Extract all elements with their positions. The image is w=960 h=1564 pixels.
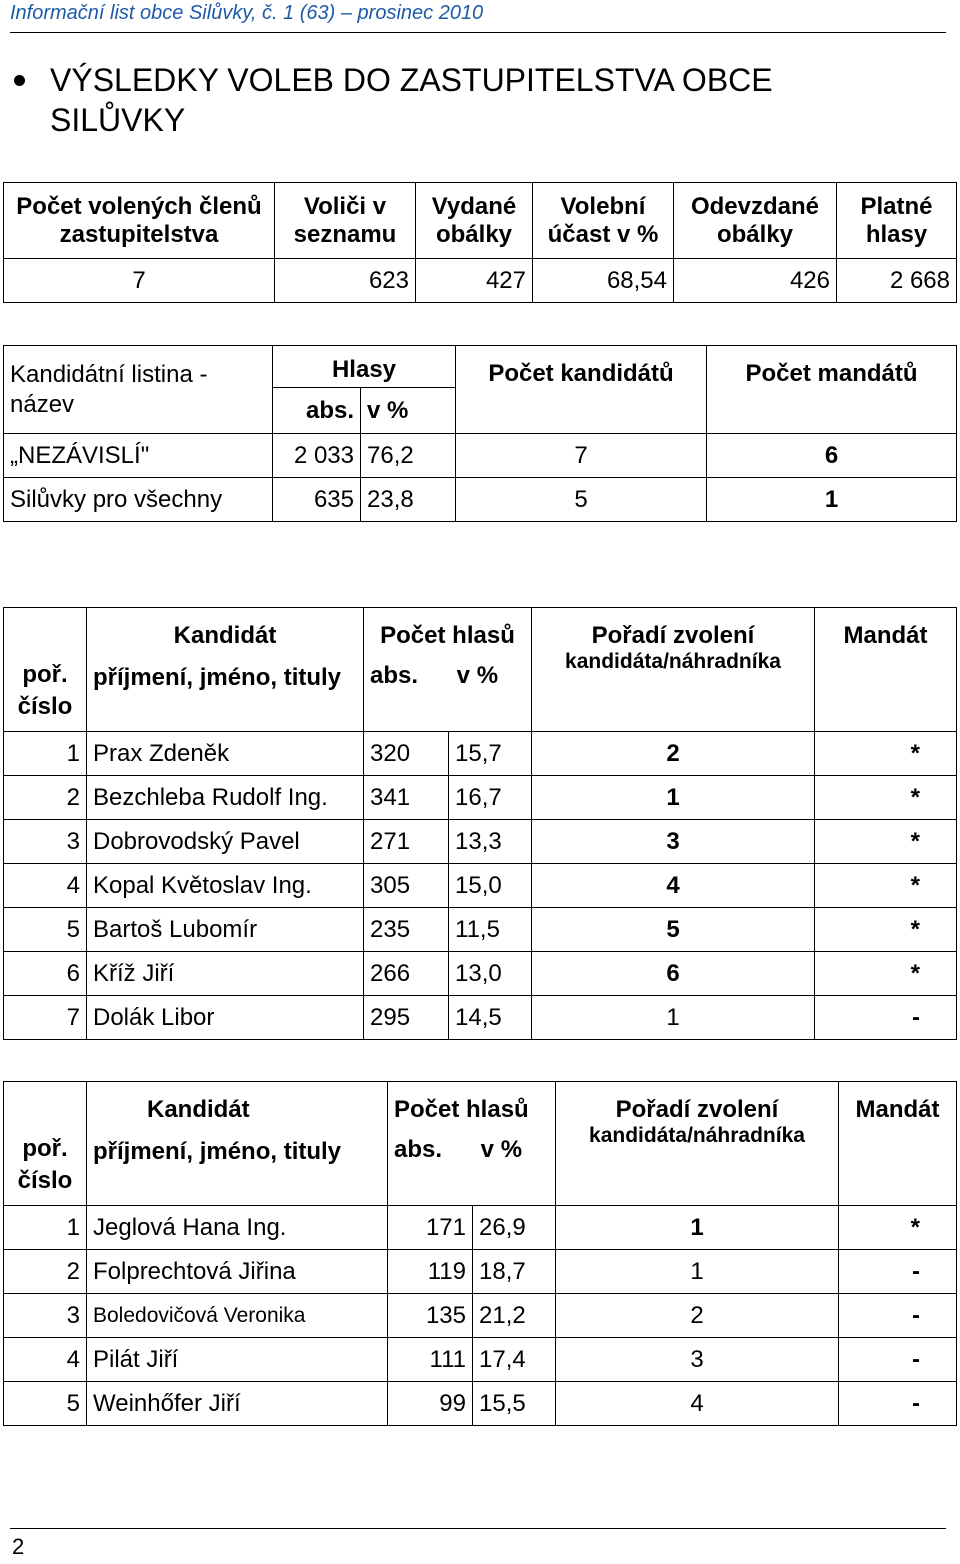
list-cands: 7 (456, 434, 707, 478)
candidates-table-2 (3, 1081, 957, 1426)
cand-mandate: - (839, 1294, 957, 1338)
cand-pct: 11,5 (449, 908, 532, 952)
table-row (4, 1250, 957, 1294)
cand-order: 6 (532, 952, 815, 996)
cand-num: 5 (4, 1382, 87, 1426)
table-row (4, 820, 957, 864)
summary-header: Platné hlasy (837, 183, 957, 259)
cand-name: Kopal Květoslav Ing. (87, 864, 364, 908)
table-row (4, 776, 957, 820)
cand-mandate: * (815, 820, 957, 864)
cand-header-votes: Počet hlasů (380, 622, 515, 649)
cand-name: Dolák Libor (87, 996, 364, 1040)
cand-order: 1 (532, 996, 815, 1040)
cand-header-order-sub: kandidáta/náhradníka (589, 1124, 805, 1147)
cand-mandate: * (815, 732, 957, 776)
cand-name: Boledovičová Veronika (87, 1294, 388, 1338)
summary-table (3, 182, 957, 303)
cand-header-cand-cell (87, 608, 364, 732)
cand-header-pct: v % (456, 662, 499, 689)
footer-rule (10, 1528, 946, 1529)
cand-pct: 18,7 (473, 1250, 556, 1294)
summary-value: 623 (275, 259, 416, 303)
table-row (4, 864, 957, 908)
table-row (4, 1294, 957, 1338)
cand-order: 5 (532, 908, 815, 952)
table-row (4, 908, 957, 952)
cand-header-mandate: Mandát (839, 1082, 957, 1206)
cand-header-num: poř. číslo (4, 1082, 87, 1206)
cand-pct: 15,0 (449, 864, 532, 908)
list-abs: 635 (273, 478, 361, 522)
cand-abs: 271 (364, 820, 449, 864)
lists-header-cands: Počet kandidátů (456, 346, 707, 434)
cand-num: 7 (4, 996, 87, 1040)
cand-mandate: * (815, 776, 957, 820)
cand-pct: 14,5 (449, 996, 532, 1040)
cand-order: 1 (556, 1250, 839, 1294)
cand-abs: 235 (364, 908, 449, 952)
cand-pct: 26,9 (473, 1206, 556, 1250)
cand-pct: 21,2 (473, 1294, 556, 1338)
cand-order: 2 (532, 732, 815, 776)
cand-mandate: * (839, 1206, 957, 1250)
cand-header-cand: Kandidát (147, 1096, 250, 1123)
list-pct: 23,8 (361, 478, 456, 522)
summary-value: 426 (674, 259, 837, 303)
table-row (4, 732, 957, 776)
cand-num: 4 (4, 1338, 87, 1382)
cand-mandate: * (815, 864, 957, 908)
table-row (4, 1206, 957, 1250)
cand-name: Jeglová Hana Ing. (87, 1206, 388, 1250)
summary-header: Počet volených členů zastupitelstva (4, 183, 275, 259)
cand-num: 6 (4, 952, 87, 996)
cand-num: 1 (4, 1206, 87, 1250)
cand-order: 4 (532, 864, 815, 908)
list-name: „NEZÁVISLÍ" (4, 434, 273, 478)
cand-name: Prax Zdeněk (87, 732, 364, 776)
cand-mandate: * (815, 908, 957, 952)
bullet-icon (14, 75, 25, 86)
cand-header-cand-cell (87, 1082, 388, 1206)
cand-header-order: Pořadí zvolení (615, 1096, 779, 1123)
cand-num: 4 (4, 864, 87, 908)
cand-order: 1 (556, 1206, 839, 1250)
list-cands: 5 (456, 478, 707, 522)
cand-name: Weinhőfer Jiří (87, 1382, 388, 1426)
lists-header-abs: abs. (273, 388, 361, 434)
lists-table (3, 345, 957, 522)
list-pct: 76,2 (361, 434, 456, 478)
table-row (4, 1338, 957, 1382)
cand-header-num: poř. číslo (4, 608, 87, 732)
cand-pct: 13,0 (449, 952, 532, 996)
cand-pct: 13,3 (449, 820, 532, 864)
cand-header-abs: abs. (370, 662, 419, 689)
cand-abs: 341 (364, 776, 449, 820)
summary-value: 68,54 (533, 259, 674, 303)
list-mandates: 1 (707, 478, 957, 522)
table-row (4, 1382, 957, 1426)
cand-num: 2 (4, 776, 87, 820)
cand-pct: 15,5 (473, 1382, 556, 1426)
lists-header-mandates: Počet mandátů (707, 346, 957, 434)
list-name: Silůvky pro všechny (4, 478, 273, 522)
summary-header: Vydané obálky (416, 183, 533, 259)
cand-abs: 305 (364, 864, 449, 908)
list-abs: 2 033 (273, 434, 361, 478)
page-title: VÝSLEDKY VOLEB DO ZASTUPITELSTVA OBCE SILŮVKY (50, 62, 773, 138)
cand-abs: 320 (364, 732, 449, 776)
cand-pct: 16,7 (449, 776, 532, 820)
cand-name: Bartoš Lubomír (87, 908, 364, 952)
page-header: Informační list obce Silůvky, č. 1 (63) – prosinec 2010 (10, 2, 484, 24)
cand-order: 4 (556, 1382, 839, 1426)
cand-order: 2 (556, 1294, 839, 1338)
cand-mandate: - (815, 996, 957, 1040)
cand-num: 1 (4, 732, 87, 776)
page-number: 2 (12, 1534, 25, 1559)
summary-value: 427 (416, 259, 533, 303)
cand-header-cand: Kandidát (173, 622, 277, 649)
cand-name: Pilát Jiří (87, 1338, 388, 1382)
cand-order: 3 (556, 1338, 839, 1382)
table-row (4, 952, 957, 996)
summary-header: Volební účast v % (533, 183, 674, 259)
lists-header-votes: Hlasy (273, 346, 456, 388)
cand-abs: 99 (388, 1382, 473, 1426)
cand-num: 3 (4, 820, 87, 864)
summary-header: Odevzdané obálky (674, 183, 837, 259)
summary-value: 2 668 (837, 259, 957, 303)
cand-name: Bezchleba Rudolf Ing. (87, 776, 364, 820)
candidates-table-1 (3, 607, 957, 1040)
cand-num: 5 (4, 908, 87, 952)
cand-order: 3 (532, 820, 815, 864)
cand-name: Kříž Jiří (87, 952, 364, 996)
cand-header-pct: v % (480, 1136, 523, 1163)
cand-abs: 266 (364, 952, 449, 996)
header-rule (10, 32, 946, 33)
cand-header-cand-sub: příjmení, jméno, tituly (93, 664, 342, 691)
cand-num: 2 (4, 1250, 87, 1294)
cand-mandate: - (839, 1338, 957, 1382)
cand-header-abs: abs. (394, 1136, 443, 1163)
cand-mandate: - (839, 1382, 957, 1426)
lists-header-pct: v % (361, 388, 456, 434)
list-mandates: 6 (707, 434, 957, 478)
cand-header-votes-cell (388, 1082, 556, 1206)
cand-order: 1 (532, 776, 815, 820)
summary-value: 7 (4, 259, 275, 303)
cand-pct: 15,7 (449, 732, 532, 776)
cand-header-order-sub: kandidáta/náhradníka (565, 650, 781, 673)
summary-header: Voliči v seznamu (275, 183, 416, 259)
cand-abs: 171 (388, 1206, 473, 1250)
cand-header-order-cell (556, 1082, 839, 1206)
cand-abs: 119 (388, 1250, 473, 1294)
cand-mandate: - (839, 1250, 957, 1294)
cand-header-order: Pořadí zvolení (591, 622, 755, 649)
lists-header-name: Kandidátní listina - název (4, 346, 273, 434)
table-row (4, 996, 957, 1040)
cand-header-votes: Počet hlasů (394, 1096, 529, 1123)
cand-num: 3 (4, 1294, 87, 1338)
cand-abs: 111 (388, 1338, 473, 1382)
cand-header-votes-cell (364, 608, 532, 732)
cand-header-mandate: Mandát (815, 608, 957, 732)
cand-mandate: * (815, 952, 957, 996)
cand-abs: 295 (364, 996, 449, 1040)
cand-abs: 135 (388, 1294, 473, 1338)
cand-header-cand-sub: příjmení, jméno, tituly (93, 1138, 342, 1165)
cand-name: Dobrovodský Pavel (87, 820, 364, 864)
cand-name: Folprechtová Jiřina (87, 1250, 388, 1294)
cand-pct: 17,4 (473, 1338, 556, 1382)
cand-header-order-cell (532, 608, 815, 732)
